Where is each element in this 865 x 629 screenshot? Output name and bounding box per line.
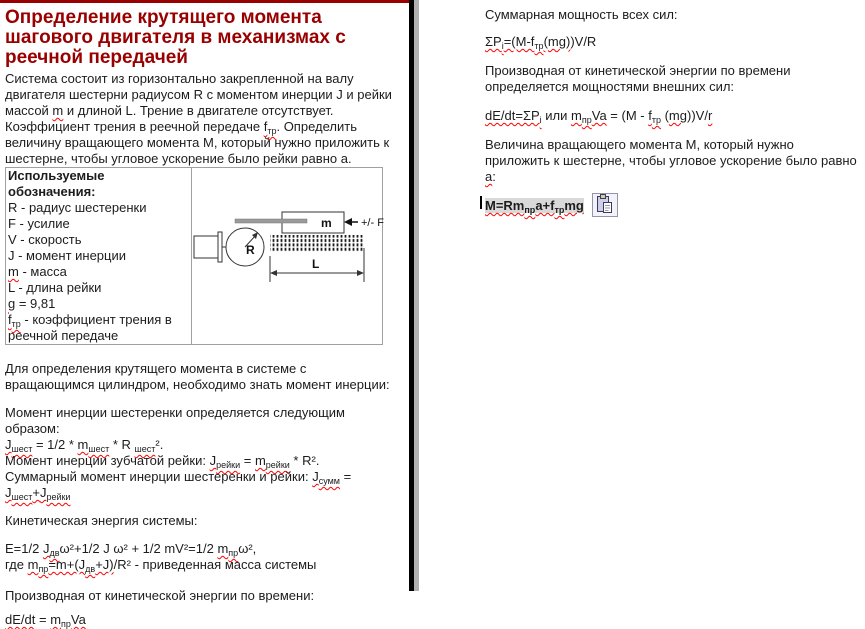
page-title: Определение крутящего момента шагового двигателя в механизмах с реечной передачей	[5, 7, 346, 68]
text-run: =(M-f	[503, 34, 535, 49]
text-run: a	[485, 169, 493, 184]
text-run: m	[77, 437, 89, 452]
text-run: тр	[534, 41, 544, 51]
text-run: Суммарная мощность всех сил:	[485, 7, 678, 22]
total-power-formula	[485, 34, 861, 50]
text-run: V - скорость	[8, 232, 82, 247]
text-run: = 9,81	[15, 296, 56, 311]
text-run: a+f	[535, 198, 555, 213]
text-run: дв	[49, 548, 60, 558]
text-run: J	[209, 453, 217, 468]
text-run: М=Rm	[485, 198, 525, 213]
text-run: - масса	[18, 264, 67, 279]
text-run: ΣP	[485, 34, 502, 49]
intro-paragraph	[5, 71, 399, 167]
text-line	[5, 405, 399, 437]
text-line	[8, 248, 189, 264]
torque-paragraph	[5, 361, 399, 393]
total-power-heading	[485, 7, 861, 23]
text-run: ω²,	[238, 541, 257, 556]
text-run: * R	[109, 437, 135, 452]
notation-heading: Используемые обозначения:	[8, 168, 105, 199]
text-run: Система состоит из горизонтально закрепленной на валу двигателя шестерни радиусом R с моментом инерции J и рейки массой	[5, 71, 392, 118]
text-cursor	[480, 196, 482, 209]
text-run: пр	[228, 548, 239, 558]
text-run: =	[339, 469, 352, 484]
text-run: рейки	[46, 492, 71, 502]
text-run: тр	[11, 319, 21, 329]
text-run: /R² - приведенная масса системы	[113, 557, 317, 572]
force-label: +/- F	[361, 217, 384, 229]
text-run: шест	[134, 444, 156, 454]
text-run: m	[52, 103, 64, 118]
text-run: пр	[581, 115, 592, 125]
text-line	[8, 296, 189, 312]
text-run: f	[648, 108, 652, 123]
text-run: )V/R	[570, 34, 597, 49]
text-run: рейки	[265, 460, 290, 470]
text-run: :	[492, 169, 496, 184]
torque-result-formula-line	[485, 198, 861, 214]
right-page-pane	[419, 0, 865, 591]
text-run: где	[5, 557, 28, 572]
gear-circle	[226, 228, 264, 266]
text-run: = 1/2 *	[32, 437, 78, 452]
torque-result-paragraph	[485, 137, 861, 185]
text-run: Величина вращающего момента М, который нужно приложить к шестерне, чтобы угловое ускорение было равно	[485, 137, 857, 168]
notation-lines	[8, 200, 189, 344]
text-run: +J)	[95, 557, 114, 572]
text-run: ))V/	[686, 108, 708, 123]
text-run: ².	[155, 437, 164, 452]
text-run: = (M -	[606, 108, 649, 123]
text-run: пр	[61, 619, 71, 629]
text-run: тр	[554, 205, 565, 215]
notation-box	[5, 167, 383, 345]
text-run: Производная от кинетической энергии по времени определяется мощностями внешних сил:	[485, 63, 791, 94]
mechanism-diagram	[192, 168, 382, 344]
text-run: дв	[85, 564, 96, 574]
text-run: сумм	[318, 476, 340, 486]
left-page-pane	[0, 0, 409, 629]
text-line	[5, 541, 399, 557]
text-run: i	[501, 41, 504, 51]
kinetic-heading	[5, 513, 399, 529]
text-run: mg	[564, 198, 584, 213]
text-run: пр	[524, 205, 536, 215]
text-line	[8, 312, 189, 344]
text-run: r	[707, 108, 713, 123]
text-run: Момент инерции зубчатой рейки:	[5, 453, 210, 468]
mass-label: m	[321, 216, 332, 230]
text-line	[5, 469, 399, 485]
clipboard-paste-icon	[592, 193, 618, 217]
text-line	[5, 485, 399, 501]
text-line	[5, 557, 399, 573]
text-run: тр	[651, 115, 661, 125]
text-run: J	[42, 541, 50, 556]
derivative-external-heading	[485, 63, 861, 95]
text-run: F - усилие	[8, 216, 70, 231]
force-arrow	[344, 218, 358, 226]
text-line	[5, 437, 399, 453]
text-run: тр	[267, 126, 277, 136]
text-run: * R².	[289, 453, 320, 468]
torque-result-formula	[485, 198, 584, 213]
text-run: J - момент инерции	[8, 248, 127, 263]
text-run: J	[5, 437, 12, 452]
derivative-external-formula	[485, 108, 861, 124]
rack-rod	[235, 219, 307, 223]
text-run: Момент инерции шестеренки определяется следующим образом:	[5, 405, 345, 436]
text-run: J	[5, 485, 12, 500]
text-run: шест	[11, 444, 33, 454]
rack-teeth-hatch	[270, 235, 364, 252]
text-run: (	[660, 108, 669, 123]
text-run: E=1/2	[5, 541, 43, 556]
notation-list	[6, 168, 192, 344]
text-run: m	[8, 264, 19, 279]
text-run: m	[217, 541, 229, 556]
text-run: J	[39, 485, 47, 500]
text-run: dE/dt	[5, 612, 36, 627]
text-run: f	[8, 312, 12, 327]
derivative-formula	[5, 612, 399, 628]
text-run: =	[240, 453, 255, 468]
text-run: +	[32, 485, 40, 500]
inertia-block	[5, 405, 399, 501]
text-run: шест	[11, 492, 33, 502]
energy-block	[5, 541, 399, 573]
text-run: L - длина рейки	[8, 280, 102, 295]
radius-label: R	[246, 243, 255, 257]
text-line	[8, 200, 189, 216]
text-run: )	[565, 34, 571, 49]
text-run: dE/dt=ΣP	[485, 108, 540, 123]
text-run: и длиной L. Трение в двигателе отсутствует. Коэффициент трения в реечной передаче	[5, 103, 334, 134]
text-line	[8, 216, 189, 232]
text-line	[8, 264, 189, 280]
text-run: f	[263, 119, 268, 134]
text-line	[5, 453, 399, 469]
text-run: пр	[38, 564, 49, 574]
text-run: или	[541, 108, 571, 123]
text-run: Кинетическая энергия системы:	[5, 513, 198, 528]
text-run: (	[543, 34, 548, 49]
text-run: m	[571, 108, 582, 123]
text-run: J	[312, 469, 319, 484]
length-label: L	[312, 257, 320, 271]
text-run: ω²+1/2 J ω² + 1/2 mV²=1/2	[59, 541, 218, 556]
text-run: =m+(J	[48, 557, 86, 572]
text-run: m	[50, 612, 62, 627]
text-run: Va	[70, 612, 86, 627]
text-run: рейки	[216, 460, 241, 470]
text-line	[8, 232, 189, 248]
rack-pinion-diagram-svg	[192, 168, 382, 327]
derivative-heading	[5, 588, 399, 604]
text-run: шест	[88, 444, 110, 454]
text-run: Для определения крутящего момента в системе с вращающимся цилиндром, необходимо знать момент инерции:	[5, 361, 390, 392]
text-run: R - радиус шестеренки	[8, 200, 147, 215]
text-run: Производная от кинетической энергии по времени:	[5, 588, 315, 603]
text-run: Va	[591, 108, 607, 123]
text-run: g	[8, 296, 16, 311]
text-run: i	[539, 115, 542, 125]
text-run: . Определить величину вращающего момента М, который нужно приложить к шестерне, чтобы угловое ускорение было рейки равно a.	[5, 119, 390, 166]
text-run: - коэффициент трения в реечной передаче	[8, 312, 172, 343]
text-line	[8, 280, 189, 296]
text-run: m	[27, 557, 39, 572]
text-run: Суммарный момент инерции шестеренки и рейки:	[5, 469, 313, 484]
text-run: =	[35, 612, 51, 627]
text-run: mg	[547, 34, 566, 49]
text-run: m	[254, 453, 266, 468]
text-run: mg	[668, 108, 687, 123]
paste-options-button[interactable]	[592, 193, 618, 217]
